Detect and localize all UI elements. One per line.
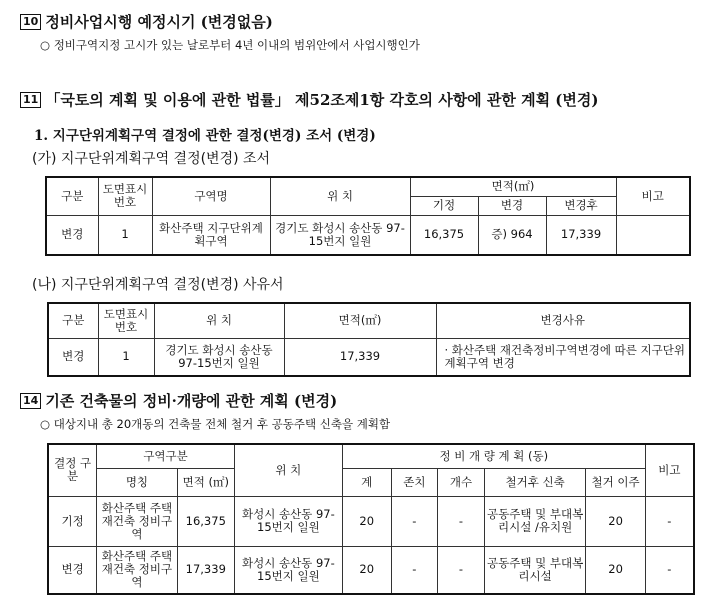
cell-decision: 기정 — [48, 496, 97, 546]
table-row — [48, 546, 694, 594]
section-11-heading — [20, 89, 598, 110]
header-note: 비고 — [645, 444, 694, 496]
cell-keep: - — [391, 546, 438, 594]
header-area: 면적 (㎡) — [177, 468, 234, 496]
header-change: 변경 — [478, 196, 546, 215]
cell-keep: - — [391, 496, 438, 546]
zone-reason-table — [47, 302, 691, 377]
header-location: 위 치 — [270, 177, 410, 215]
cell-note: - — [645, 546, 694, 594]
cell-area: 16,375 — [177, 496, 234, 546]
header-reason: 변경사유 — [436, 303, 690, 338]
cell-repair: - — [438, 496, 485, 546]
section-number: 14 — [20, 393, 41, 409]
cell-zone-name: 화산주택 지구단위계획구역 — [152, 215, 270, 255]
header-map-no: 도면표시 번호 — [98, 177, 152, 215]
cell-demolish-move: 20 — [586, 496, 645, 546]
table-row — [46, 215, 690, 255]
header-location: 위 치 — [154, 303, 284, 338]
cell-name: 화산주택 주택재건축 정비구역 — [97, 546, 177, 594]
cell-total: 20 — [342, 496, 391, 546]
section-14-bullet: ○ 대상지내 총 20개동의 건축물 전체 철거 후 공동주택 신축을 계획함 — [40, 417, 391, 431]
cell-existing: 16,375 — [410, 215, 478, 255]
cell-note — [616, 215, 690, 255]
header-gubun: 구분 — [48, 303, 98, 338]
cell-gubun: 변경 — [46, 215, 98, 255]
cell-reason: · 화산주택 재건축정비구역변경에 따른 지구단위계획구역 변경 — [436, 338, 690, 376]
header-decision: 결정 구분 — [48, 444, 97, 496]
header-location: 위 치 — [234, 444, 342, 496]
cell-demolish-move: 20 — [586, 546, 645, 594]
cell-map-no: 1 — [98, 338, 154, 376]
subsection-a-title: (가) 지구단위계획구역 결정(변경) 조서 — [32, 151, 271, 167]
cell-note: - — [645, 496, 694, 546]
header-demolish-move: 철거 이주 — [586, 468, 645, 496]
header-plan: 정 비 개 량 계 획 (동) — [342, 444, 645, 468]
cell-location: 화성시 송산동 97-15번지 일원 — [234, 546, 342, 594]
header-keep: 존치 — [391, 468, 438, 496]
header-existing: 기정 — [410, 196, 478, 215]
cell-repair: - — [438, 546, 485, 594]
cell-map-no: 1 — [98, 215, 152, 255]
zone-decision-table — [45, 176, 691, 256]
cell-gubun: 변경 — [48, 338, 98, 376]
header-area: 면적(㎡) — [284, 303, 436, 338]
section-10-heading — [20, 11, 273, 32]
header-repair: 개수 — [438, 468, 485, 496]
cell-decision: 변경 — [48, 546, 97, 594]
section-title: 정비사업시행 예정시기 (변경없음) — [45, 13, 273, 31]
section-number: 11 — [20, 92, 41, 108]
section-title: 「국토의 계획 및 이용에 관한 법률」 제52조제1항 각호의 사항에 관한 계획 (변경) — [45, 91, 599, 109]
cell-demolish-new: 공동주택 및 부대복리시설 — [484, 546, 586, 594]
subsection-1-title: 1. 지구단위계획구역 결정에 관한 결정(변경) 조서 (변경) — [34, 128, 376, 144]
section-14-heading — [20, 390, 337, 411]
header-after: 변경후 — [546, 196, 616, 215]
header-map-no: 도면표시 번호 — [98, 303, 154, 338]
header-zone-group: 구역구분 — [97, 444, 235, 468]
cell-after: 17,339 — [546, 215, 616, 255]
cell-location: 경기도 화성시 송산동 97-15번지 일원 — [270, 215, 410, 255]
header-zone-name: 구역명 — [152, 177, 270, 215]
cell-location: 경기도 화성시 송산동 97-15번지 일원 — [154, 338, 284, 376]
header-gubun: 구분 — [46, 177, 98, 215]
cell-total: 20 — [342, 546, 391, 594]
building-plan-table — [47, 443, 695, 595]
section-number: 10 — [20, 14, 41, 30]
subsection-b-title: (나) 지구단위계획구역 결정(변경) 사유서 — [32, 277, 284, 293]
header-note: 비고 — [616, 177, 690, 215]
table-row — [48, 496, 694, 546]
header-total: 계 — [342, 468, 391, 496]
header-demolish-new: 철거후 신축 — [484, 468, 586, 496]
header-area: 면적(㎡) — [410, 177, 616, 196]
table-row — [48, 338, 690, 376]
cell-demolish-new: 공동주택 및 부대복리시설 /유치원 — [484, 496, 586, 546]
cell-name: 화산주택 주택재건축 정비구역 — [97, 496, 177, 546]
header-name: 명칭 — [97, 468, 177, 496]
cell-location: 화성시 송산동 97-15번지 일원 — [234, 496, 342, 546]
section-10-bullet: ○ 정비구역지정 고시가 있는 날로부터 4년 이내의 범위안에서 사업시행인가 — [40, 38, 420, 52]
cell-area: 17,339 — [177, 546, 234, 594]
cell-area: 17,339 — [284, 338, 436, 376]
cell-change: 증) 964 — [478, 215, 546, 255]
section-title: 기존 건축물의 정비·개량에 관한 계획 (변경) — [45, 392, 338, 410]
